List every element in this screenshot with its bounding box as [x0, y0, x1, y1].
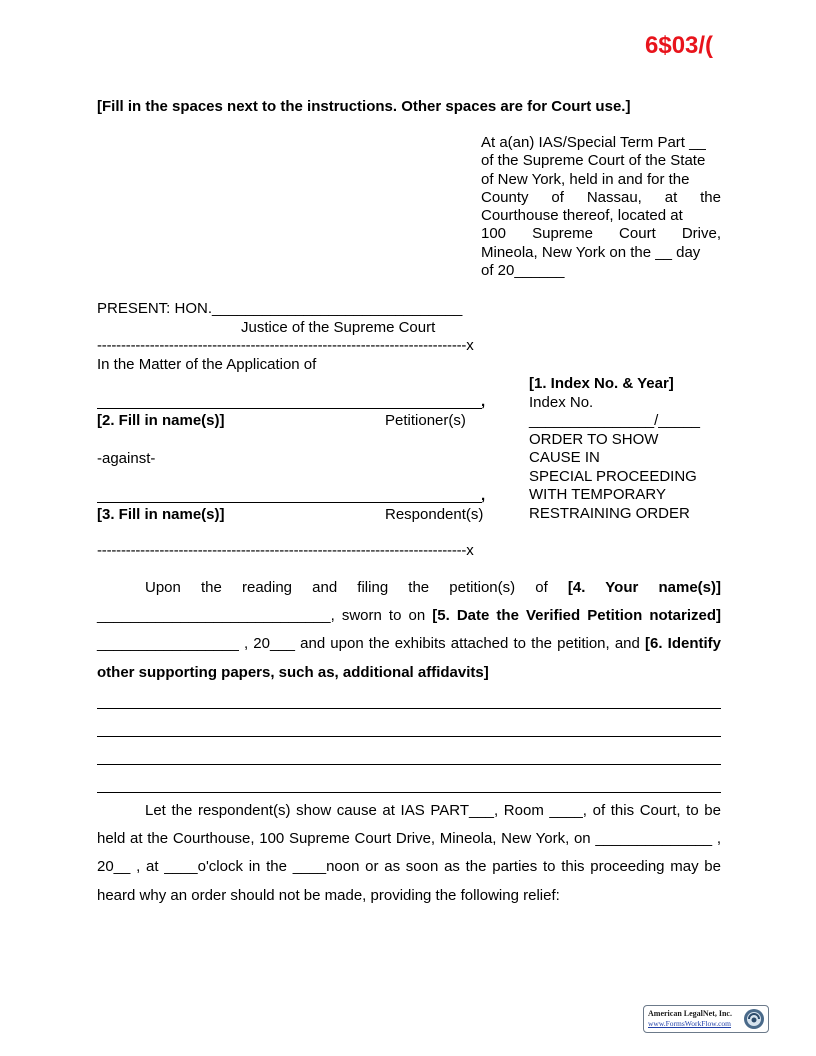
supporting-papers-line-2[interactable]	[97, 736, 721, 737]
fill-petitioner-instruction: [2. Fill in name(s)]	[97, 412, 225, 429]
court-part-line: of New York, held in and for the	[481, 170, 690, 188]
paragraph-text: Let the respondent(s) show cause at IAS PART___, Room ____, of this Court, to be held at the Courthouse, 100 Supreme Court Drive, Mineola, New York, on ______________ , 20__ , at ____o'clock in the ____noon or as soon as the parties to this proceeding may be heard why an order should not be made, providing the following relief:	[97, 802, 721, 904]
respondent-name-field[interactable]	[97, 485, 482, 503]
paragraph-text: ____________________________, sworn to on	[97, 607, 433, 625]
court-part-line: 100 Supreme Court Drive,	[481, 225, 721, 243]
verified-date-instruction: [5. Date the Verified Petition notarized]	[432, 607, 721, 625]
paragraph-text: Upon the reading and filing the petition(s) of	[145, 579, 568, 596]
justice-title: Justice of the Supreme Court	[241, 319, 436, 336]
court-part-block	[481, 134, 721, 280]
petitioner-label: Petitioner(s)	[385, 412, 466, 429]
show-cause-paragraph	[97, 797, 721, 910]
logo-company-name: American LegalNet, Inc.	[648, 1009, 732, 1018]
supporting-papers-instruction: [6. Identify other supporting papers, such as, additional affidavits]	[97, 635, 721, 681]
fill-respondent-instruction: [3. Fill in name(s)]	[97, 506, 225, 523]
respondent-comma: ,	[481, 487, 486, 504]
against-label: -against-	[97, 450, 156, 467]
caption-dash-line-top: -----------------------------------------------------------------------------x	[97, 337, 474, 354]
order-title-line: WITH TEMPORARY	[529, 486, 666, 503]
supporting-papers-line-3[interactable]	[97, 764, 721, 765]
supporting-papers-line-1[interactable]	[97, 708, 721, 709]
court-part-line: Courthouse thereof, located at	[481, 207, 683, 225]
court-part-line: At a(an) IAS/Special Term Part __	[481, 134, 706, 151]
index-instruction: [1. Index No. & Year]	[529, 375, 674, 392]
fill-instructions: [Fill in the spaces next to the instructions. Other spaces are for Court use.]	[97, 98, 631, 115]
present-hon[interactable]: PRESENT: HON.______________________________	[97, 300, 463, 317]
order-title-line: CAUSE IN	[529, 449, 600, 466]
matter-heading: In the Matter of the Application of	[97, 356, 317, 373]
court-part-line: County of Nassau, at the	[481, 188, 721, 206]
order-title-line: RESTRAINING ORDER	[529, 505, 690, 522]
court-part-line: Mineola, New York on the __ day	[481, 243, 701, 261]
order-title-line: ORDER TO SHOW	[529, 431, 659, 448]
court-part-line: of 20______	[481, 262, 565, 280]
court-part-line: of the Supreme Court of the State	[481, 152, 706, 170]
globe-icon	[743, 1008, 765, 1030]
paragraph-text: _________________ , 20___ and upon the exhibits attached to the petition, and	[97, 635, 645, 653]
sample-watermark: 6$03/(	[645, 32, 714, 59]
index-number-field[interactable]: _______________/_____	[529, 412, 701, 429]
american-legalnet-logo[interactable]	[643, 1005, 769, 1033]
petitioner-name-field[interactable]	[97, 391, 482, 409]
respondent-label: Respondent(s)	[385, 506, 484, 523]
petitioner-comma: ,	[481, 393, 486, 410]
logo-website-link[interactable]: www.FormsWorkFlow.com	[648, 1019, 732, 1028]
supporting-papers-line-4[interactable]	[97, 792, 721, 793]
order-title-line: SPECIAL PROCEEDING	[529, 468, 697, 485]
index-label: Index No.	[529, 394, 594, 411]
your-name-instruction: [4. Your name(s)]	[567, 579, 721, 596]
caption-dash-line-bottom: -----------------------------------------------------------------------------x	[97, 542, 474, 559]
reading-filing-paragraph	[97, 574, 721, 687]
